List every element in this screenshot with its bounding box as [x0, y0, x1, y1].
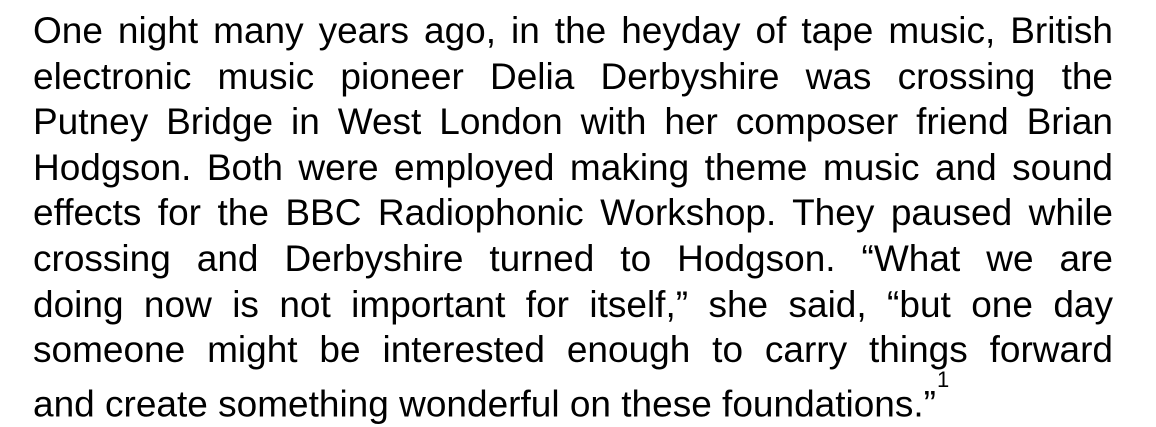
footnote-reference[interactable]: 1 [936, 366, 950, 392]
body-paragraph [33, 8, 1113, 427]
paragraph-line-text: and create something wonderful on these foundations.” [33, 383, 936, 425]
paragraph-line: electronic music pioneer Delia Derbyshire was crossing the [33, 55, 1113, 97]
paragraph-line: One night many years ago, in the heyday of tape music, British [33, 10, 1113, 51]
paragraph-line: effects for the BBC Radiophonic Workshop. They paused while [33, 192, 1113, 234]
document-page [33, 8, 1113, 427]
paragraph-line: Putney Bridge in West London with her composer friend Brian [33, 101, 1113, 143]
paragraph-line: Hodgson. Both were employed making theme music and sound [33, 146, 1113, 188]
paragraph-line: crossing and Derbyshire turned to Hodgson. “What we are [33, 237, 1113, 279]
paragraph-line: someone might be interested enough to carry things forward [33, 329, 1113, 371]
paragraph-last-line [33, 366, 1113, 427]
paragraph-line: doing now is not important for itself,” she said, “but one day [33, 283, 1113, 325]
